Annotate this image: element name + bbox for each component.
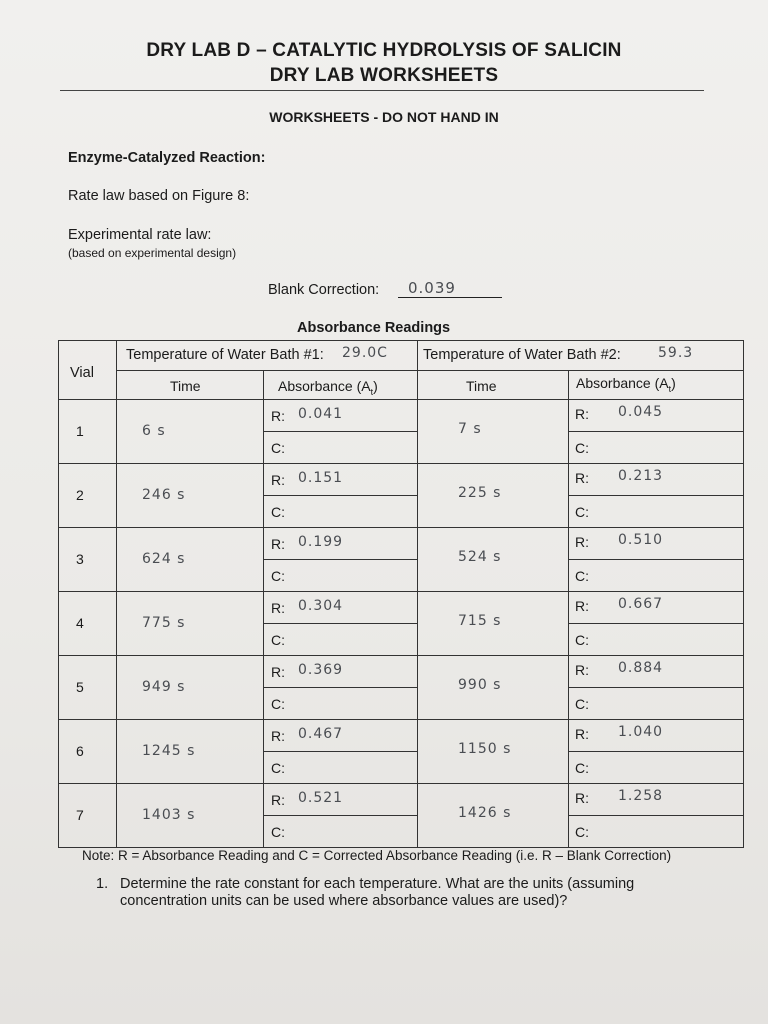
abs1-mid-line: [263, 495, 417, 496]
c-label: C:: [271, 632, 285, 648]
vial-number: 7: [76, 807, 84, 823]
c-label: C:: [271, 824, 285, 840]
c-label: C:: [271, 568, 285, 584]
section-heading: Enzyme-Catalyzed Reaction:: [68, 150, 266, 166]
abs1-header-text: Absorbance (A: [278, 378, 371, 394]
r-label: R:: [271, 664, 285, 680]
bath2-value: 59.3: [658, 345, 694, 361]
c-label: C:: [271, 760, 285, 776]
abs1-header-sub: t: [370, 386, 374, 397]
time1-value: 624 s: [142, 551, 186, 567]
c-label: C:: [271, 696, 285, 712]
time2-value: 1150 s: [458, 741, 512, 757]
time2-value: 1426 s: [458, 805, 512, 821]
abs2-mid-line: [568, 495, 744, 496]
r2-value: 0.510: [618, 532, 664, 548]
row-separator: [58, 655, 744, 656]
time2-divider: [568, 370, 569, 848]
abs1-mid-line: [263, 687, 417, 688]
absorbance-table: [58, 340, 744, 848]
r1-value: 0.199: [298, 534, 344, 550]
bath-header-divider: [116, 370, 744, 371]
table-border-right: [743, 340, 744, 848]
abs2-header-close: ): [671, 375, 676, 391]
question-text: Determine the rate constant for each temperature. What are the units (assuming concentration units can be used where absorbance values are used)?: [120, 876, 635, 909]
vial-number: 3: [76, 551, 84, 567]
question-number: 1.: [96, 876, 109, 892]
abs2-mid-line: [568, 687, 744, 688]
r-label: R:: [575, 598, 589, 614]
row-separator: [58, 591, 744, 592]
blank-correction-underline: [398, 297, 502, 298]
time1-value: 6 s: [142, 423, 166, 439]
question-1: [96, 876, 696, 910]
time1-divider: [263, 370, 264, 848]
c-label: C:: [575, 760, 589, 776]
row-separator: [58, 719, 744, 720]
r2-value: 0.213: [618, 468, 664, 484]
time1-header: Time: [170, 378, 201, 394]
time1-value: 949 s: [142, 679, 186, 695]
r2-value: 0.045: [618, 404, 664, 420]
time2-value: 524 s: [458, 549, 502, 565]
table-border-left: [58, 340, 59, 848]
r2-value: 0.884: [618, 660, 664, 676]
abs2-mid-line: [568, 815, 744, 816]
c-label: C:: [575, 440, 589, 456]
vial-number: 2: [76, 487, 84, 503]
r1-value: 0.304: [298, 598, 344, 614]
c-label: C:: [575, 824, 589, 840]
r1-value: 0.521: [298, 790, 344, 806]
abs2-header-text: Absorbance (A: [576, 375, 669, 391]
abs2-header: [576, 375, 676, 394]
c-label: C:: [271, 440, 285, 456]
r-label: R:: [271, 728, 285, 744]
vial-number: 4: [76, 615, 84, 631]
row-separator: [58, 527, 744, 528]
abs2-mid-line: [568, 559, 744, 560]
abs1-header-close: ): [373, 378, 378, 394]
table-caption: Absorbance Readings: [297, 320, 451, 336]
r-label: R:: [575, 470, 589, 486]
time1-value: 775 s: [142, 615, 186, 631]
abs2-mid-line: [568, 751, 744, 752]
bath-divider: [417, 340, 418, 848]
exp-rate-law-label: Experimental rate law:: [68, 227, 212, 243]
time2-value: 7 s: [458, 421, 482, 437]
c-label: C:: [575, 696, 589, 712]
r1-value: 0.369: [298, 662, 344, 678]
row-separator: [58, 463, 744, 464]
r1-value: 0.467: [298, 726, 344, 742]
c-label: C:: [271, 504, 285, 520]
c-label: C:: [575, 632, 589, 648]
abs2-mid-line: [568, 623, 744, 624]
exp-rate-law-note: (based on experimental design): [68, 246, 237, 260]
abs1-header: [278, 378, 378, 397]
abs2-mid-line: [568, 431, 744, 432]
c-label: C:: [575, 568, 589, 584]
r-label: R:: [575, 534, 589, 550]
time2-value: 715 s: [458, 613, 502, 629]
c-label: C:: [575, 504, 589, 520]
blank-correction-value: 0.039: [408, 279, 456, 297]
row-separator: [58, 783, 744, 784]
abs2-header-sub: t: [668, 383, 672, 394]
r2-value: 1.258: [618, 788, 664, 804]
rate-law-label: Rate law based on Figure 8:: [68, 188, 250, 204]
title-divider: [60, 90, 704, 91]
header-bottom-line: [58, 399, 744, 400]
time2-value: 225 s: [458, 485, 502, 501]
r-label: R:: [271, 472, 285, 488]
time1-value: 1245 s: [142, 743, 196, 759]
time1-value: 246 s: [142, 487, 186, 503]
vial-number: 5: [76, 679, 84, 695]
bath1-value: 29.0C: [342, 345, 388, 361]
time2-header: Time: [466, 378, 497, 394]
r-label: R:: [271, 408, 285, 424]
table-note: Note: R = Absorbance Reading and C = Corrected Absorbance Reading (i.e. R – Blank Correction): [82, 848, 672, 863]
page-subtitle: WORKSHEETS - DO NOT HAND IN: [269, 109, 499, 125]
page-title: DRY LAB D – CATALYTIC HYDROLYSIS OF SALICIN: [146, 40, 622, 61]
r-label: R:: [575, 726, 589, 742]
r-label: R:: [271, 536, 285, 552]
bath2-label: Temperature of Water Bath #2:: [423, 347, 621, 363]
abs1-mid-line: [263, 431, 417, 432]
abs1-mid-line: [263, 559, 417, 560]
r-label: R:: [271, 792, 285, 808]
r-label: R:: [575, 790, 589, 806]
abs1-mid-line: [263, 815, 417, 816]
abs1-mid-line: [263, 623, 417, 624]
vial-number: 6: [76, 743, 84, 759]
r-label: R:: [271, 600, 285, 616]
abs1-mid-line: [263, 751, 417, 752]
r1-value: 0.041: [298, 406, 344, 422]
r1-value: 0.151: [298, 470, 344, 486]
vial-header: Vial: [70, 365, 94, 381]
vial-column-divider: [116, 340, 117, 848]
bath1-label: Temperature of Water Bath #1:: [126, 347, 324, 363]
r-label: R:: [575, 406, 589, 422]
r2-value: 0.667: [618, 596, 664, 612]
time1-value: 1403 s: [142, 807, 196, 823]
blank-correction-label: Blank Correction:: [268, 282, 380, 298]
time2-value: 990 s: [458, 677, 502, 693]
r-label: R:: [575, 662, 589, 678]
vial-number: 1: [76, 423, 84, 439]
r2-value: 1.040: [618, 724, 664, 740]
page-title-line2: DRY LAB WORKSHEETS: [269, 65, 499, 86]
table-border-top: [58, 340, 744, 341]
